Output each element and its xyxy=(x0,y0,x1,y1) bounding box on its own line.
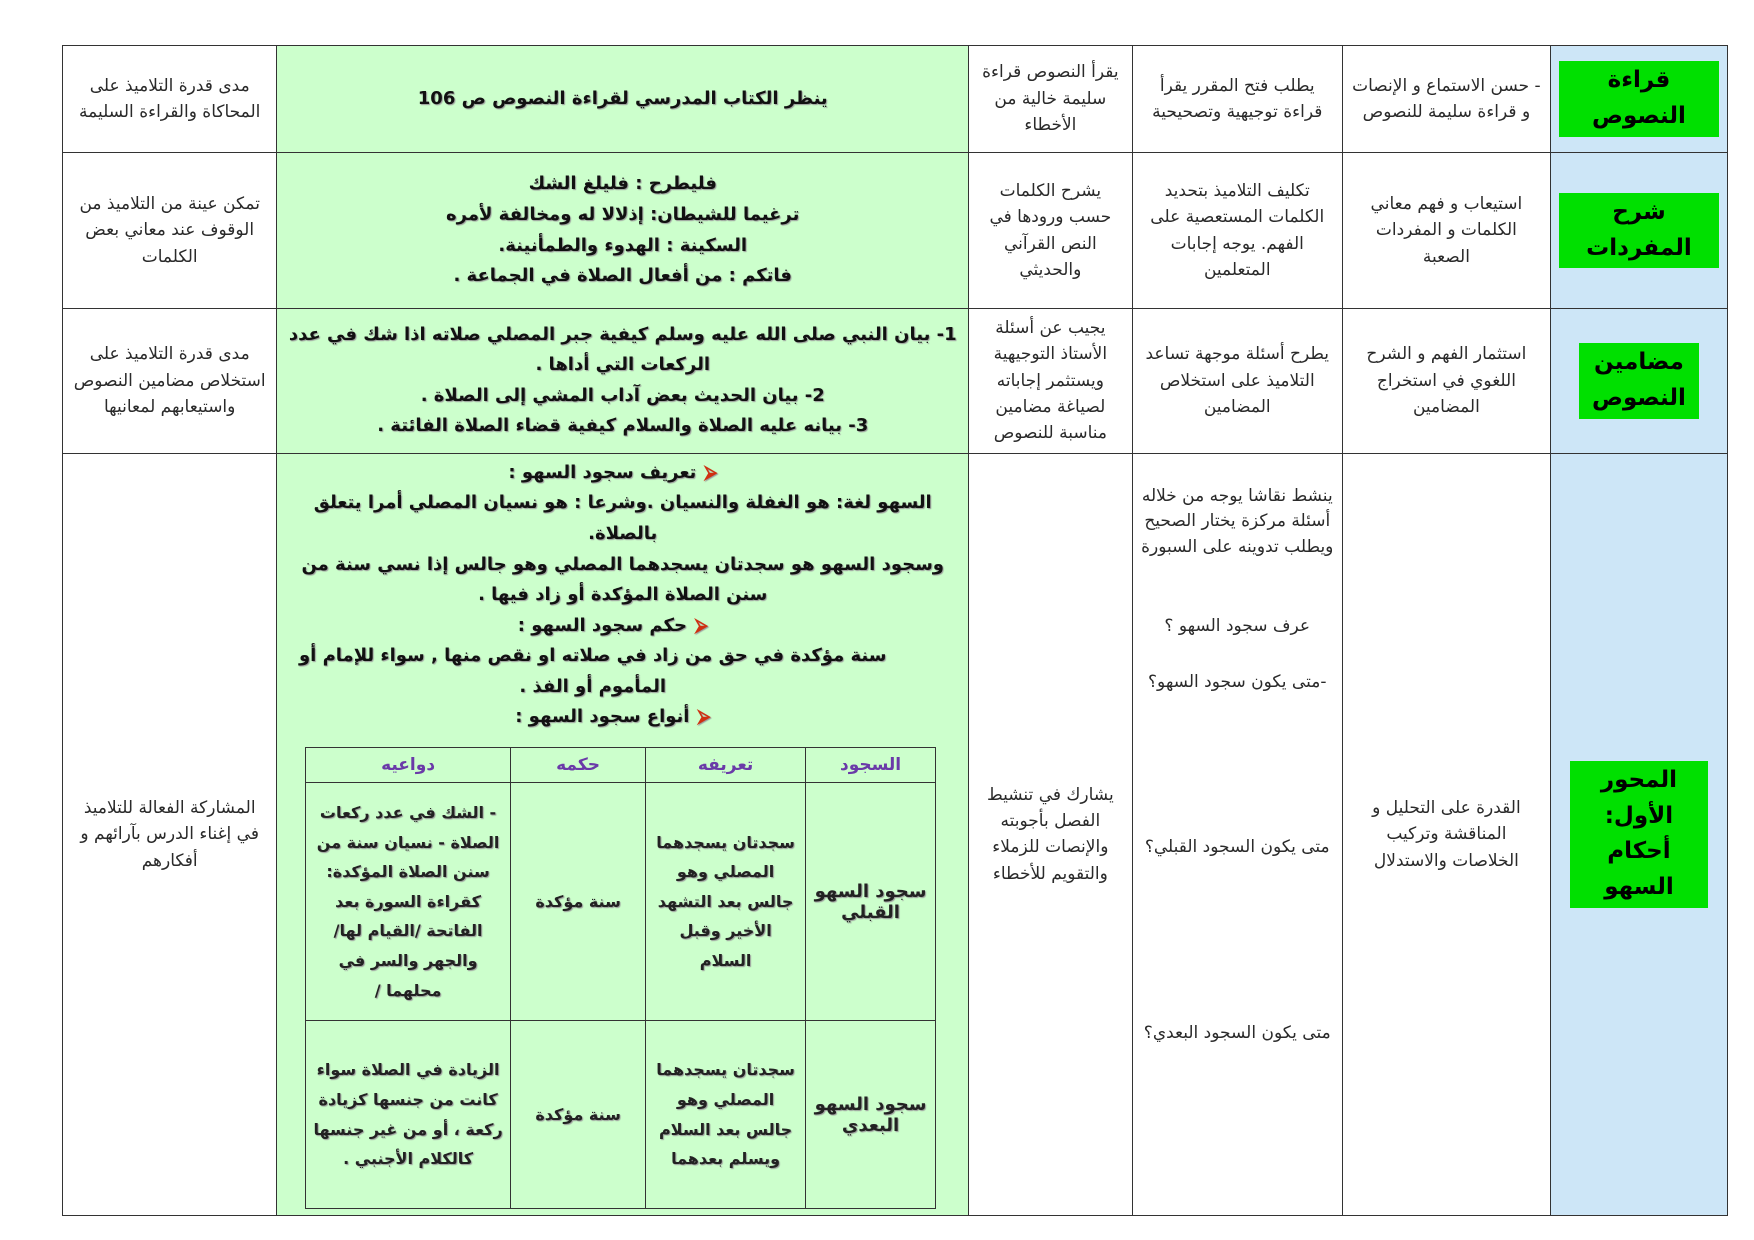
type-name: سجود السهو البعدي xyxy=(806,1021,936,1209)
axis-label: قراءة النصوص xyxy=(1559,61,1719,136)
teacher-question: -متى يكون سجود السهو؟ xyxy=(1148,671,1327,692)
definition-heading: ⮚تعريف سجود السهو : xyxy=(508,461,718,483)
header-definition: تعريفه xyxy=(646,748,806,783)
sujud-types-table xyxy=(305,747,936,1209)
teacher-activity-cell xyxy=(1132,453,1342,1215)
teacher-question: متى يكون السجود القبلي؟ xyxy=(1144,837,1330,858)
vocab-line: السكينة : الهدوء والطمأنينة. xyxy=(498,234,748,256)
teacher-intro: ينشط نقاشا يوجه من خلاله أسئلة مركزة يختار الصحيح ويطلب تدوينه على السبورة xyxy=(1141,485,1334,557)
types-table-row xyxy=(306,783,936,1021)
student-activity-cell xyxy=(969,309,1133,454)
content-cell xyxy=(277,309,969,454)
types-table-row xyxy=(306,1021,936,1209)
arrow-icon: ⮚ xyxy=(704,461,718,483)
content-point: 3- بيانه عليه الصلاة والسلام كيفية قضاء الصلاة الفائتة . xyxy=(377,415,869,437)
ruling-line: سنة مؤكدة في حق من زاد في صلاته او نقص منها , سواء للإمام أو المأموم أو الفذ . xyxy=(298,645,887,697)
content-point: 1- بيان النبي صلى الله عليه وسلم كيفية جبر المصلي صلاته اذا شك في عدد الركعات التي أداها . xyxy=(288,323,957,376)
student-activity-cell xyxy=(969,453,1133,1215)
student-activity-text: يشرح الكلمات حسب ورودها في النص القرآني والحديثي xyxy=(989,180,1112,280)
type-name: سجود السهو القبلي xyxy=(806,783,936,1021)
objective-text: استيعاب و فهم معاني الكلمات و المفردات الصعبة xyxy=(1370,193,1523,267)
axis-label: المحور الأول: أحكام السهو xyxy=(1570,761,1708,908)
objective-cell xyxy=(1342,309,1550,454)
vocab-line: ترغيما للشيطان: إذلالا له ومخالفة لأمره xyxy=(446,203,800,225)
ruling-heading: ⮚حكم سجود السهو : xyxy=(517,614,708,636)
lesson-plan-sheet xyxy=(62,45,1728,1170)
objective-cell xyxy=(1342,153,1550,309)
objective-text: - حسن الاستماع و الإنصات و قراءة سليمة للنصوص xyxy=(1352,75,1541,122)
teacher-activity-cell xyxy=(1132,153,1342,309)
content-cell xyxy=(277,153,969,309)
teacher-question: متى يكون السجود البعدي؟ xyxy=(1143,1022,1331,1043)
student-activity-text: يجيب عن أسئلة الأستاذ التوجيهية ويستثمر إجاباته لصياغة مضامين مناسبة للنصوص xyxy=(993,318,1108,444)
evaluation-text: المشاركة الفعالة للتلاميذ في إغناء الدرس بآرائهم و أفكارهم xyxy=(80,797,259,871)
types-table-header xyxy=(306,748,936,783)
types-heading: ⮚أنواع سجود السهو : xyxy=(515,706,711,728)
textbook-reference: ينظر الكتاب المدرسي لقراءة النصوص ص 106 xyxy=(417,87,828,109)
vocab-line: فليطرح : فليلغ الشك xyxy=(528,173,717,195)
evaluation-cell xyxy=(63,453,277,1215)
axis-cell xyxy=(1550,153,1727,309)
teacher-activity-text: يطرح أسئلة موجهة تساعد التلاميذ على استخلاص المضامين xyxy=(1145,344,1330,418)
type-causes: - الشك في عدد ركعات الصلاة - نسيان سنة من سنن الصلاة المؤكدة: كقراءة السورة بعد الفاتحة /القيام لها/ والجهر والسر في محلهما / xyxy=(306,783,511,1021)
content-cell xyxy=(277,46,969,153)
lesson-plan-table xyxy=(62,45,1728,1216)
row-vocabulary xyxy=(63,153,1728,309)
row-reading xyxy=(63,46,1728,153)
definition-line: السهو لغة: هو الغفلة والنسيان .وشرعا : هو نسيان المصلي أمرا يتعلق بالصلاة. xyxy=(313,492,932,544)
axis-cell xyxy=(1550,453,1727,1215)
header-causes: دواعيه xyxy=(306,748,511,783)
type-causes: الزيادة في الصلاة سواء كانت من جنسها كزيادة ركعة ، أو من غير جنسها كالكلام الأجنبي . xyxy=(306,1021,511,1209)
teacher-activity-text: يطلب فتح المقرر يقرأ قراءة توجيهية وتصحيحية xyxy=(1152,75,1323,122)
evaluation-text: تمكن عينة من التلاميذ من الوقوف عند معاني بعض الكلمات xyxy=(79,193,260,267)
vocab-line: فاتكم : من أفعال الصلاة في الجماعة . xyxy=(453,265,792,287)
content-point: 2- بيان الحديث بعض آداب المشي إلى الصلاة . xyxy=(420,384,825,406)
teacher-activity-cell xyxy=(1132,309,1342,454)
axis-cell xyxy=(1550,46,1727,153)
row-contents xyxy=(63,309,1728,454)
row-sahw-rulings xyxy=(63,453,1728,1215)
arrow-icon: ⮚ xyxy=(697,706,711,728)
header-ruling: حكمه xyxy=(511,748,646,783)
student-activity-cell xyxy=(969,153,1133,309)
student-activity-text: يقرأ النصوص قراءة سليمة خالية من الأخطاء xyxy=(982,62,1119,136)
type-definition: سجدتان يسجدهما المصلي وهو جالس بعد التشهد الأخير وقبل السلام xyxy=(646,783,806,1021)
evaluation-cell xyxy=(63,153,277,309)
student-activity-cell xyxy=(969,46,1133,153)
axis-cell xyxy=(1550,309,1727,454)
type-ruling: سنة مؤكدة xyxy=(511,783,646,1021)
evaluation-cell xyxy=(63,309,277,454)
arrow-icon: ⮚ xyxy=(694,614,708,636)
axis-label: شرح المفردات xyxy=(1559,193,1719,268)
axis-label: مضامين النصوص xyxy=(1579,343,1699,418)
evaluation-cell xyxy=(63,46,277,153)
teacher-question: عرف سجود السهو ؟ xyxy=(1164,616,1311,637)
definition-line: وسجود السهو هو سجدتان يسجدهما المصلي وهو جالس إذا نسي سنة من سنن الصلاة المؤكدة أو زاد فيها . xyxy=(301,553,944,606)
content-cell xyxy=(277,453,969,1215)
header-sujud: السجود xyxy=(806,748,936,783)
evaluation-text: مدى قدرة التلاميذ على المحاكاة والقراءة السليمة xyxy=(79,75,261,122)
student-activity-text: يشارك في تنشيط الفصل بأجوبته والإنصات للزملاء والتقويم للأخطاء xyxy=(987,784,1114,884)
evaluation-text: مدى قدرة التلاميذ على استخلاص مضامين النصوص واستيعابهم لمعانيها xyxy=(73,344,266,418)
objective-cell xyxy=(1342,453,1550,1215)
teacher-activity-text: تكليف التلاميذ بتحديد الكلمات المستعصية على الفهم. يوجه إجابات المتعلمين xyxy=(1150,180,1325,280)
teacher-activity-cell xyxy=(1132,46,1342,153)
objective-text: القدرة على التحليل و المناقشة وتركيب الخلاصات والاستدلال xyxy=(1372,797,1521,871)
type-definition: سجدتان يسجدهما المصلي وهو جالس بعد السلام ويسلم بعدهما xyxy=(646,1021,806,1209)
type-ruling: سنة مؤكدة xyxy=(511,1021,646,1209)
objective-text: استثمار الفهم و الشرح اللغوي في استخراج المضامين xyxy=(1366,344,1527,418)
objective-cell xyxy=(1342,46,1550,153)
